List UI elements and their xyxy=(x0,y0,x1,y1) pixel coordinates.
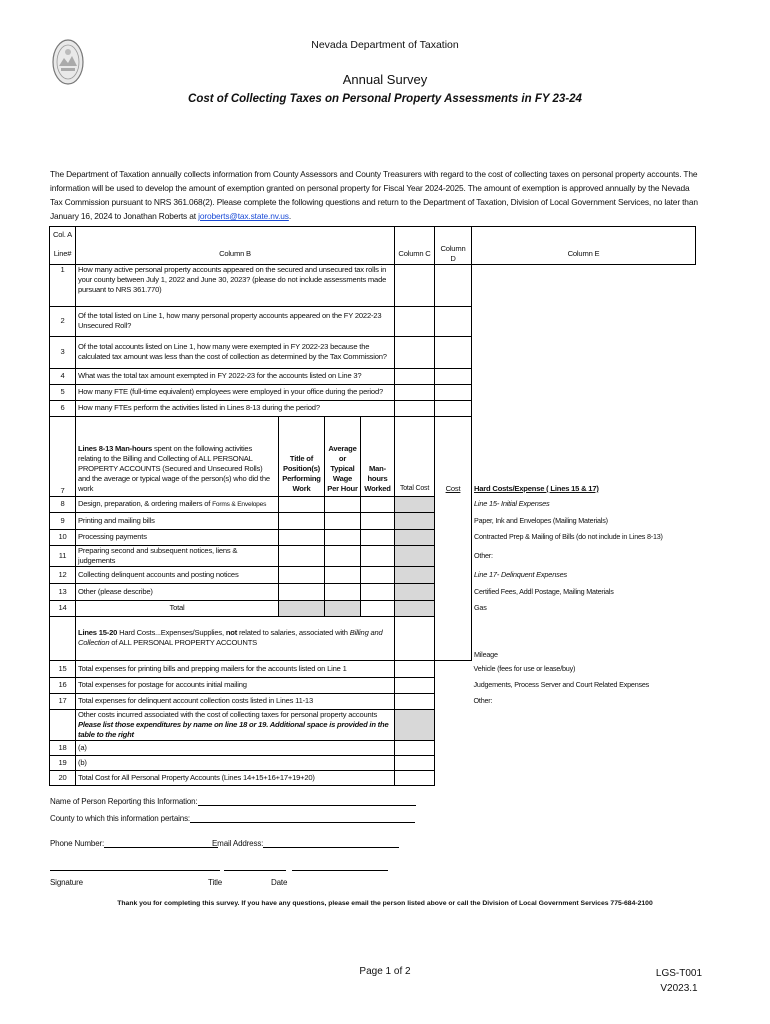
table-row xyxy=(50,368,696,384)
table-row xyxy=(50,336,696,368)
table-row xyxy=(50,770,696,785)
line-number: 17 xyxy=(50,693,76,709)
title-field[interactable] xyxy=(279,583,325,600)
form-id: LGS-T001 xyxy=(655,968,703,979)
survey-title: Annual Survey xyxy=(342,72,428,87)
col-d-header: Column D xyxy=(435,244,472,265)
line-4-answer-field[interactable] xyxy=(395,368,435,384)
col-title-of-position: Title of Position(s) Performing Work xyxy=(279,416,325,496)
title-field[interactable] xyxy=(279,512,325,529)
expense-item: Certified Fees, Addl Postage, Mailing Materials xyxy=(474,586,614,596)
expense-category: Line 17- Delinquent Expenses xyxy=(474,569,568,579)
survey-subtitle: Cost of Collecting Taxes on Personal Property Assessments in FY 23-24 xyxy=(188,93,582,105)
line-number: 19 xyxy=(50,755,76,770)
line-18-cost-field[interactable] xyxy=(395,740,435,755)
title-field[interactable] xyxy=(279,529,325,545)
cost-field[interactable] xyxy=(435,566,472,583)
line-6-answer-field[interactable] xyxy=(395,400,435,416)
line-number: 9 xyxy=(50,512,76,529)
line-15-cost-field[interactable] xyxy=(395,660,435,677)
total-hours-field[interactable] xyxy=(361,600,395,616)
line-16-cost-field[interactable] xyxy=(395,677,435,693)
form-id-block xyxy=(654,966,704,996)
activity-label: Other (please describe) xyxy=(76,583,279,600)
col-a-header: Line# xyxy=(50,244,76,265)
title-field[interactable] xyxy=(279,545,325,566)
col-b-header-spacer xyxy=(76,227,395,244)
line-question: How many FTEs perform the activities listed in Lines 8-13 during the period? xyxy=(76,400,395,416)
cost-field[interactable] xyxy=(435,529,472,545)
line-question: Total expenses for postage for accounts initial mailing xyxy=(76,677,395,693)
line-number: 15 xyxy=(50,660,76,677)
line-number: 18 xyxy=(50,740,76,755)
line-question: What was the total tax amount exempted in FY 2022-23 for the accounts listed on Line 3? xyxy=(76,368,395,384)
col-man-hours: Man-hours Worked xyxy=(361,416,395,496)
line-3-answer-field[interactable] xyxy=(395,336,435,368)
line-number: 14 xyxy=(50,600,76,616)
expense-item: Other: xyxy=(473,696,493,705)
line-number: 20 xyxy=(50,770,76,785)
line-number: 2 xyxy=(50,306,76,336)
expense-category: Line 15- Initial Expenses xyxy=(474,499,550,508)
line-question: Of the total accounts listed on Line 1, how many were exempted in FY 2022-23 because the calculated tax amount was less than the cost of collection as determined by the Tax Commission? xyxy=(76,336,395,368)
line-question: How many FTE (full-time equivalent) employees were employed in your office during the period? xyxy=(76,384,395,400)
hard-costs-header: Hard Costs/Expense ( Lines 15 & 17) xyxy=(474,484,599,493)
title-field[interactable] xyxy=(279,566,325,583)
intro-text: The Department of Taxation annually collects information from County Assessors and County Treasurers with regard to the cost of collecting taxes on personal property accounts. The information will be used to develop the amount of exemption granted on personal property for Fiscal Year 2024-2025. The amount of exemption is approved annually by the Nevada Tax Commission pursuant to NRS 361.068(2). Please complete the following questions and return to the Department of Taxation, Division of Local Government Services, no later than January 16, 2024 to Jonathan Roberts at xyxy=(50,169,698,221)
line-number: 7 xyxy=(50,416,76,496)
hours-field[interactable] xyxy=(361,583,395,600)
activity-label: Processing payments xyxy=(76,529,279,545)
col-e-header: Column E xyxy=(472,244,696,265)
table-row xyxy=(50,677,696,693)
line-number: 13 xyxy=(50,583,76,600)
title-label: Title xyxy=(208,878,223,887)
activity-label: Collecting delinquent accounts and posting notices xyxy=(76,566,279,583)
contact-email-link[interactable]: joroberts@tax.state.nv.us xyxy=(198,211,289,221)
line-question: Total expenses for printing bills and prepping mailers for the accounts listed on Line 1 xyxy=(76,660,395,677)
expense-item: Judgements, Process Server and Court Related Expenses xyxy=(473,680,650,689)
line-question: Of the total listed on Line 1, how many personal property accounts appeared on the FY 2022-23 Unsecured Roll? xyxy=(76,306,395,336)
phone-row xyxy=(50,838,218,848)
line-number: 12 xyxy=(50,566,76,583)
line-number: 1 xyxy=(50,264,76,306)
line-number: 3 xyxy=(50,336,76,368)
line-number: 8 xyxy=(50,496,76,512)
line-number: 5 xyxy=(50,384,76,400)
signature-line[interactable] xyxy=(50,870,220,871)
line-question: How many active personal property accounts appeared on the secured and unsecured tax rolls in your county between July 1, 2022 and June 30, 2023? (please do not include assessments made pursuant to NRS 361.770) xyxy=(76,264,395,306)
table-row xyxy=(50,709,696,740)
wage-field[interactable] xyxy=(325,545,361,566)
hours-field[interactable] xyxy=(361,529,395,545)
expense-item: Gas xyxy=(474,603,487,612)
line-question: Total Cost for All Personal Property Accounts (Lines 14+15+16+17+19+20) xyxy=(76,770,395,785)
name-input-line[interactable] xyxy=(198,796,416,806)
agency-name: Nevada Department of Taxation xyxy=(311,39,459,51)
table-row xyxy=(50,416,696,496)
table-row xyxy=(50,616,696,660)
expense-item: Mileage xyxy=(474,650,498,659)
table-row xyxy=(50,660,696,677)
cost-field[interactable] xyxy=(435,512,472,529)
wage-field[interactable] xyxy=(325,512,361,529)
name-label: Name of Person Reporting this Information: xyxy=(50,797,198,806)
date-line[interactable] xyxy=(292,870,388,871)
table-row xyxy=(50,755,696,770)
county-input-line[interactable] xyxy=(190,813,415,823)
date-label: Date xyxy=(271,878,288,887)
survey-table xyxy=(49,226,696,786)
cost-field[interactable] xyxy=(435,496,472,512)
hard-costs-intro: Lines 15-20 Hard Costs...Expenses/Supplies, not related to salaries, associated with Billing and Collection of ALL PERSONAL PROPERTY ACCOUNTS xyxy=(76,616,395,660)
table-row xyxy=(50,384,696,400)
cost-field[interactable] xyxy=(435,583,472,600)
hours-field[interactable] xyxy=(361,512,395,529)
intro-paragraph xyxy=(50,167,702,223)
col-c-header: Column C xyxy=(395,244,435,265)
wage-field[interactable] xyxy=(325,566,361,583)
activity-label: Printing and mailing bills xyxy=(76,512,279,529)
col-cost: Cost xyxy=(445,484,461,493)
line-number: 11 xyxy=(50,545,76,566)
table-row xyxy=(50,583,696,600)
table-row xyxy=(50,512,696,529)
county-row xyxy=(50,813,415,823)
table-row xyxy=(50,600,696,616)
hours-field[interactable] xyxy=(361,545,395,566)
line-20-cost-field[interactable] xyxy=(395,770,435,785)
thank-you-note: Thank you for completing this survey. If you have any questions, please email the person listed above or call the Division of Local Government Services 775-684-2100 xyxy=(117,900,653,907)
activity-label: Design, preparation, & ordering mailers of Forms & Envelopes xyxy=(76,496,279,512)
page-number: Page 1 of 2 xyxy=(359,966,411,977)
line-number: 4 xyxy=(50,368,76,384)
county-label: County to which this information pertains: xyxy=(50,814,190,823)
name-reporting-row xyxy=(50,796,416,806)
intro-end: . xyxy=(288,211,292,221)
col-a-header-top: Col. A xyxy=(50,227,76,244)
other-cost-b-field[interactable]: (b) xyxy=(76,755,395,770)
line-number: 10 xyxy=(50,529,76,545)
table-row xyxy=(50,740,696,755)
col-total-cost: Total Cost xyxy=(395,416,435,496)
line-question: Total expenses for delinquent account collection costs listed in Lines 11-13 xyxy=(76,693,395,709)
table-row xyxy=(50,693,696,709)
expense-item: Other: xyxy=(474,550,493,560)
phone-input-line[interactable] xyxy=(104,838,218,848)
table-row xyxy=(50,545,696,566)
signature-label: Signature xyxy=(50,878,83,887)
email-label: Email Address: xyxy=(212,839,264,848)
table-row xyxy=(50,566,696,583)
line-19-cost-field[interactable] xyxy=(395,755,435,770)
line-2-answer-field[interactable] xyxy=(395,306,435,336)
table-row xyxy=(50,496,696,512)
total-label: Total xyxy=(76,600,279,616)
other-cost-a-field[interactable]: (a) xyxy=(76,740,395,755)
activity-label: Preparing second and subsequent notices, liens & judgements xyxy=(76,545,279,566)
line-number: 16 xyxy=(50,677,76,693)
wage-field[interactable] xyxy=(325,496,361,512)
expense-item: Vehicle (fees for use or lease/buy) xyxy=(473,663,576,673)
line-1-answer-field[interactable] xyxy=(395,264,435,306)
line-7-description: Lines 8-13 Man-hours spent on the following activities relating to the Billing and Collecting of ALL PERSONAL PROPERTY ACCOUNTS (Secured and Unsecured Rolls) and the average or typical wage of the person(s) who did the work xyxy=(76,416,279,496)
phone-label: Phone Number: xyxy=(50,839,105,848)
title-field[interactable] xyxy=(279,496,325,512)
cost-field[interactable] xyxy=(435,545,472,566)
email-row xyxy=(212,838,399,848)
table-row xyxy=(50,264,696,306)
table-row xyxy=(50,306,696,336)
title-line[interactable] xyxy=(224,870,286,871)
line-17-cost-field[interactable] xyxy=(395,693,435,709)
hours-field[interactable] xyxy=(361,496,395,512)
table-row xyxy=(50,400,696,416)
expense-item: Paper, Ink and Envelopes (Mailing Materials) xyxy=(474,515,608,525)
col-average-wage: Average or Typical Wage Per Hour xyxy=(325,416,361,496)
line-5-answer-field[interactable] xyxy=(395,384,435,400)
col-b-header: Column B xyxy=(76,244,395,265)
hours-field[interactable] xyxy=(361,566,395,583)
line-number: 6 xyxy=(50,400,76,416)
form-version: V2023.1 xyxy=(660,983,698,994)
expense-item: Contracted Prep & Mailing of Bills (do not include in Lines 8-13) xyxy=(474,532,663,541)
wage-field[interactable] xyxy=(325,529,361,545)
email-input-line[interactable] xyxy=(263,838,399,848)
table-row xyxy=(50,529,696,545)
other-costs-note: Other costs incurred associated with the cost of collecting taxes for personal property accounts Please list those expenditures by name on line 18 or 19. Additional space is provided in the table to the right xyxy=(76,709,395,740)
wage-field[interactable] xyxy=(325,583,361,600)
